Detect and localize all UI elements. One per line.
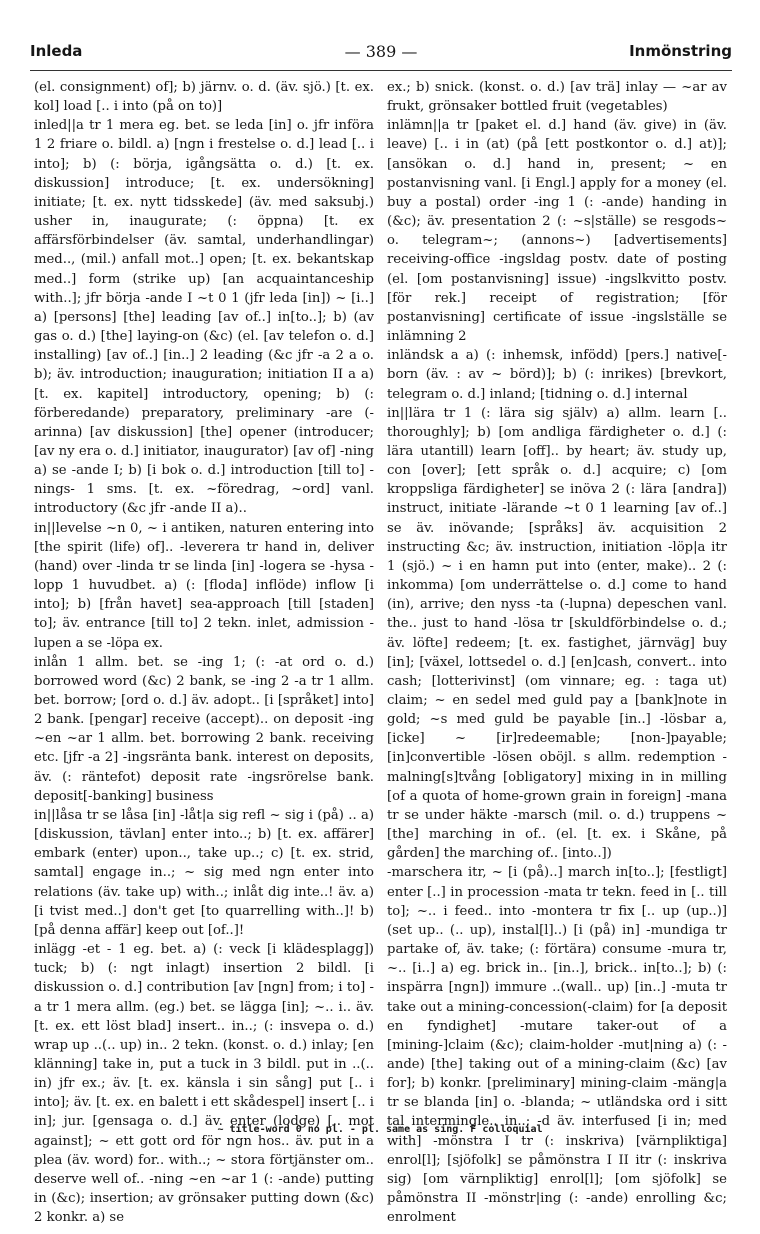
running-header [30,42,732,66]
dictionary-entry: inlägg -et - 1 eg. bet. a) (: veck [i klädesplagg]) tuck; b) (: ngt inlagt) insertion 2 bildl. [i diskussion o. d.] contribution [av [ngn] from; i to] -a tr 1 mera allm. (eg.) bet. se lägga [in]; ~.. i.. äv. [t. ex. ett löst blad] insert.. in..; (: insvepa o. d.) wrap up ..(.. up) in.. 2 tekn. (konst. o. d.) inlay; [en klänning] take in, put a tuck in 3 bildl. put in ..(.. in) jfr ex.; äv. [t. ex. känsla i sin sång] put [.. i into]; äv. [t. ex. en balett i ett skådespel] insert [.. i in]; jur. [gensaga o. d.] äv. enter (lodge) [.. mot against]; ~ ett gott ord för ngn hos.. äv. put in a plea (äv. word) for.. with..; ~ stora förtjänster om.. deserve well of.. -ning ~en ~ar 1 (: -ande) putting in (&c); insertion; av grönsaker putting down (&c) 2 konkr. a) se [34,942,374,1226]
header-first-headword: Inleda [30,42,83,60]
dictionary-entry: in||lära tr 1 (: lära sig själv) a) allm. learn [.. thoroughly]; b) [om andliga färdigheter o. d.] (: lära utantill) learn [off].. by heart; äv. study up, con [over]; [ett språk o. d.] acquire; c) [om kroppsliga färdigheter] se inöva 2 (: lära [andra]) instruct, initiate -lärande ~t 0 1 learning [av of..] se äv. inövande; [språks] äv. acquisition 2 instructing &c; äv. instruction, initiation -löp|a itr 1 (sjö.) ~ i en hamn put into (enter, make).. 2 (: inkomma) [om underrättelse o. d.] come to hand (in), arrive; den nyss -ta (-lupna) depeschen vanl. the.. just to hand -lösa tr [skuldförbindelse o. d.; äv. löfte] redeem; [t. ex. fastighet, järnväg] buy [in]; [växel, lottsedel o. d.] [en]cash, convert.. into cash; [lotterivinst] (om vinnare; eg. : taga ut) claim; ~ en sedel med guld pay a [bank]note in gold; ~s med guld be payable [in..] -lösbar a, [icke] ~ [ir]redeemable; [non-]payable; [in]convertible -lösen oböjl. s allm. redemption -malning[s]tvång [obligatory] mixing in in milling [of a quota of home-grown grain in foreign] -mana tr se under häkte -marsch (mil. o. d.) truppens ~ [the] marching in of.. (el. [t. ex. i Skåne, på gården] the marching of.. [into..]) [387,405,727,862]
left-column [34,78,374,1226]
dictionary-entry: -marschera itr, ~ [i (på)..] march in[to..]; [festligt] enter [..] in procession -mata tr tekn. feed in [.. till to]; ~.. i feed.. into -montera tr fix [.. up (up..)] (set up.. (.. up), instal[l]..) [i (på) in] -mundiga tr partake of, äv. take; (: förtära) consume -mura tr, ~.. [i..] a) eg. brick in.. [in..], brick.. in[to..]; b) (: inspärra [ngn]) immure ..(wall.. up) [in..] -muta tr take out a mining-concession(-claim) for [a deposit en fyndighet] -mutare taker-out of a [mining-]claim (&c); claim-holder -mut|ning a) (: -ande) [the] taking out of a mining-claim (&c) [av for]; b) konkr. [preliminary] mining-claim -mäng|a tr se blanda [in] o. -blanda; ~ utländska ord i sitt tal intermingle.. in..; -d äv. interfused [i in; med with] -mönstra I tr (: inskriva) [värnpliktiga] enrol[l]; [sjöfolk] se påmönstra I II itr (: inskriva sig) [om värnpliktig] enrol[l]; [om sjöfolk] se påmönstra II -mönstr|ing (: -ande) enrolling &c; enrolment [387,865,727,1226]
right-column [387,78,727,1226]
dictionary-entry: ex.; b) snick. (konst. o. d.) [av trä] inlay — ~ar av frukt, grönsaker bottled fruit (vegetables) [387,80,727,115]
header-rule [30,70,732,71]
legend-footer: ~ title-word 0 no pl. - pl. same as sing. F colloquial [217,1124,543,1135]
dictionary-entry: inländsk a a) (: inhemsk, infödd) [pers.] native[-born (äv. : av ~ börd)]; b) (: inrikes) [brevkort, telegram o. d.] inland; [tidning o. d.] internal [387,348,727,402]
dictionary-entry: in||låsa tr se låsa [in] -låt|a sig refl ~ sig i (på) .. a) [diskussion, tävlan] enter into..; b) [t. ex. affärer] embark (enter) upon.., take up..; c) [t. ex. strid, samtal] engage in..; ~ sig med ngn enter into relations (äv. take up) with..; inlåt dig inte..! äv. a) [i tvist med..] don't get [to quarrelling with..]! b) [på denna affär] keep out [of..]! [34,807,374,938]
dictionary-entry: inlån 1 allm. bet. se -ing 1; (: -at ord o. d.) borrowed word (&c) 2 bank, se -ing 2 -a tr 1 allm. bet. borrow; [ord o. d.] äv. adopt.. [i [språket] into] 2 bank. [pengar] receive (accept).. on deposit -ing ~en ~ar 1 allm. bet. borrowing 2 bank. receiving etc. [jfr -a 2] -ingsränta bank. interest on deposits, äv. (: räntefot) deposit rate -ingsrörelse bank. deposit[-banking] business [34,654,374,804]
dictionary-entry: (el. consignment) of]; b) järnv. o. d. (äv. sjö.) [t. ex. kol] load [.. i into (på on to)] [34,80,374,115]
dictionary-entry: inlämn||a tr [paket el. d.] hand (äv. give) in (äv. leave) [.. i in (at) (på [ett postkontor o. d.] at)]; [ansökan o. d.] hand in, present; ~ en postanvisning vanl. [i Engl.] apply for a money (el. buy a postal) order -ing 1 (: -ande) handing in (&c); äv. presentation 2 (: ~s|ställe) se resgods~ o. telegram~; (annons~) [advertisements] receiving-office -ingsldag postv. date of posting (el. [om postanvisning] issue) -ingslkvitto postv. [för rek.] receipt of registration; [för postanvisning] certificate of issue -ingslställe se inlämning 2 [387,118,727,345]
dictionary-entry: in||levelse ~n 0, ~ i antiken, naturen entering into [the spirit (life) of].. -leverera tr hand in, deliver (hand) over -linda tr se linda [in] -logera se -hysa -lopp 1 huvudbet. a) (: [floda] inflöde) inflow [i into]; b) [från havet] sea-approach [till [staden] to]; äv. entrance [till to] 2 tekn. inlet, admission -lupen a se -löpa ex. [34,520,374,651]
header-last-headword: Inmönstring [629,42,732,60]
dictionary-entry: inled||a tr 1 mera eg. bet. se leda [in] o. jfr införa 1 2 friare o. bildl. a) [ngn i frestelse o. d.] lead [.. i into]; b) (: börja, igångsätta o. d.) [t. ex. diskussion] introduce; [t. ex. undersökning] initiate; [t. ex. nytt tidsskede] (äv. med saksubj.) usher in, inaugurate; (: öppna) [t. ex affärsförbindelser (äv. samtal, underhandlingar) med.., (mil.) anfall mot..] open; [t. ex. bekantskap med..] form (strike up) [an acquaintanceship with..]; jfr börja -ande I ~t 0 1 (jfr leda [in]) ~ [i..] a) [persons] [the] leading [av of..] in[to..]; b) (av gas o. d.) [the] laying-on (&c) (el. [av telefon o. d.] installing) [av of..] [in..] 2 leading (&c jfr -a 2 a o. b); äv. introduction; inauguration; initiation II a a) [t. ex. kapitel] introductory, opening; b) (: förberedande) preparatory, preliminary -are (-arinna) [av diskussion] [the] opener (introducer; [av ny era o. d.] initiator, inaugurator) [av of] -ning a) se -ande I; b) [i bok o. d.] introduction [till to] -nings- 1 sms. [t. ex. ~föredrag, ~ord] vanl. introductory (&c jfr -ande II a).. [34,118,374,517]
page-number: — 389 — [344,42,418,61]
